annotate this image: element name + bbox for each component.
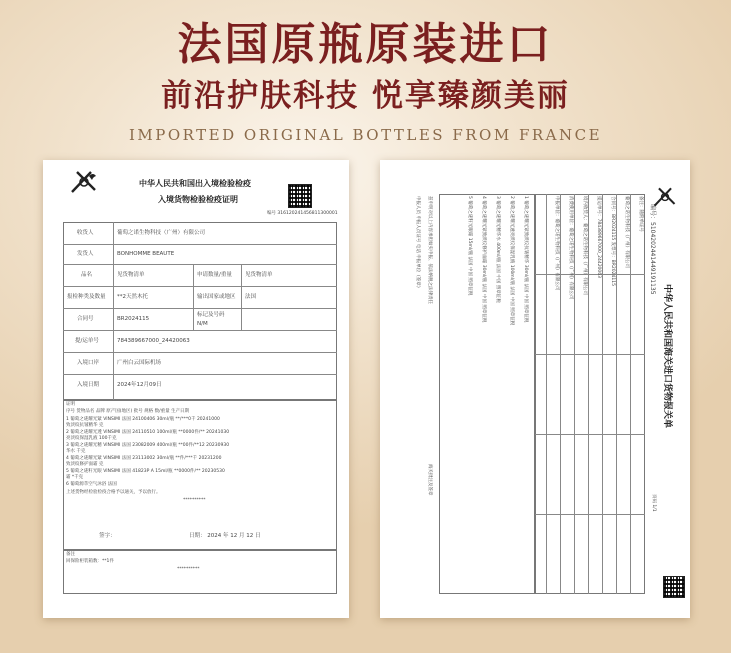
- item-row-4: 4 葡萄之谜耀光紧 VINSIMI 法国 23113002 30ml/瓶 **件/***千 20231200: [66, 456, 222, 461]
- cert-stars-2: **********: [177, 567, 200, 572]
- cert-remarks: 备注: [66, 552, 75, 557]
- ciq-logo-icon: [69, 168, 99, 196]
- banner-english: IMPORTED ORIGINAL BOTTLES FROM FRANCE: [128, 126, 603, 144]
- row-label-contract: 合同号: [77, 316, 94, 322]
- customs-remark-3: 合同号：BR2024115 发票号：BR2024115: [610, 196, 615, 286]
- row-value-date: 2024年12月09日: [117, 382, 162, 388]
- cert-number: 编号 316120241456811300001: [267, 211, 338, 216]
- items-table-header: 序号 货物品名 品牌 原产国(地区) 批号 规格 数/重量 生产日期: [66, 409, 190, 414]
- customs-goods-4: 4 葡萄之谜耀光紧致淡纹修护面霜 30ml/瓶 法国 中国 照章征税: [481, 196, 486, 323]
- item-row-1: 1 葡萄之谜耀光紧 VINSIMI 法国 24100406 30ml/瓶 **/***0千 20241000: [66, 417, 220, 422]
- row-value-port: 广州白云国际机场: [117, 360, 162, 366]
- item-row-1b: 致淡纹抗皱精华 克: [66, 423, 104, 428]
- customs-title: 中华人民共和国海关进口货物报关单: [662, 284, 672, 429]
- customs-seal-label: 海关批注及签章: [427, 464, 432, 496]
- customs-declaration: [380, 160, 690, 618]
- sign-label: 签字：: [99, 533, 116, 539]
- customs-page: 页码 1/1: [651, 494, 656, 512]
- item-row-5: 5 葡萄之谜籽光眼 VINSIMI 法国 41823P A 15ml/瓶 **0000件/** 20230530: [66, 469, 225, 474]
- cert-stars: **********: [183, 498, 206, 503]
- row-label-port: 入境口岸: [77, 360, 100, 366]
- customs-declare-note: 兹申明对以上内容承担如实申报、依法纳税之法律责任: [427, 196, 432, 304]
- customs-remark-2: 葡萄之诺生物科技（广州）有限公司: [624, 196, 629, 268]
- row-label-type: 报检种类及数量: [67, 294, 106, 300]
- item-row-3b: 华水 千克: [66, 449, 86, 454]
- customs-goods-5: 5 葡萄之谜籽光眼霜 15ml/瓶 法国 中国 照章征税: [467, 196, 472, 296]
- row-label-marks: 标记及号码: [197, 312, 225, 318]
- customs-declarer: 申报人员 申报人员证号 电话 申报单位（签章）: [415, 196, 420, 291]
- row-label-consignee: 收货人: [77, 230, 94, 236]
- row-label-date: 入境日期: [77, 382, 100, 388]
- customs-number: 编号：5104202441449191135: [649, 204, 656, 295]
- row-value-consignee: 葡萄之诺生物科技（广州）有限公司: [117, 230, 206, 236]
- row-value-bill: 784389667000_24420063: [117, 338, 190, 344]
- items-note-header: 证明: [66, 402, 75, 407]
- cert-title-2: 入境货物检验检疫证明: [158, 195, 238, 204]
- item-row-2: 2 葡萄之谜耀光透 VINSIMI 法国 24110510 100ml/瓶 **0000件/** 20241030: [66, 430, 230, 435]
- cert-statement: 上述货物经检验检疫合格予以通关，予以放行。: [66, 490, 161, 495]
- item-row-6: 6 葡萄源萃空气沐浴 法国: [66, 482, 117, 487]
- row-value-consignor: BONHOMME BEAUTE: [117, 251, 175, 257]
- banner-subtitle: 前沿护肤科技 悦享臻颜美丽: [161, 78, 570, 114]
- row-label-consignor: 发货人: [77, 251, 94, 257]
- qr-code: [288, 184, 312, 208]
- cert-items-block: [63, 400, 337, 550]
- item-row-2b: 亮淡纹保湿乳液 100千克: [66, 436, 117, 441]
- cert-remarks-block: [63, 550, 337, 594]
- cert-title-1: 中华人民共和国出入境检验检疫: [139, 179, 251, 188]
- item-row-4b: 致淡纹修护面霜 克: [66, 462, 104, 467]
- customs-logo-icon: [652, 184, 678, 210]
- inspection-certificate: [43, 160, 349, 618]
- customs-goods-3: 3 葡萄之谜耀光精华水 400ml/瓶 法国 中国 照章征税: [495, 196, 500, 303]
- row-value-contract: BR2024115: [117, 316, 150, 322]
- row-label-bill: 提/运单号: [75, 338, 99, 344]
- row-value-marks: N/M: [197, 321, 208, 327]
- row-value-goods: 见货物清单: [117, 272, 145, 278]
- row-value-origin: 法国: [245, 294, 257, 300]
- customs-remark-7: 申报单位：葡萄之诺生物科技（广州）有限公司: [554, 196, 559, 291]
- customs-goods-2: 2 葡萄之谜耀光透亮淡纹保湿乳液 100ml/瓶 法国 中国 照章征税: [509, 196, 514, 326]
- row-label-origin: 输出国家或地区: [197, 294, 236, 300]
- item-row-3: 3 葡萄之谜耀光精 VINSIMI 法国 23082009 400ml/瓶 **00件/**12 20230930: [66, 443, 230, 448]
- customs-barcode-qr: [663, 576, 685, 598]
- row-value-type: **2天然木托: [117, 294, 148, 300]
- customs-remark-5: 境内收货人：葡萄之诺生物科技（广州）有限公司: [582, 196, 587, 295]
- customs-remark-4: 提运单号：784389667000_24420063: [596, 196, 601, 279]
- cert-remarks-2: 回保险柜装箱数：**1件: [66, 559, 114, 564]
- customs-goods-grid: [439, 194, 535, 594]
- row-value-quantity: 见货物清单: [245, 272, 273, 278]
- row-label-goods: 品名: [81, 272, 93, 278]
- row-label-quantity: 申请数量/重量: [197, 272, 232, 278]
- banner-title: 法国原瓶原装进口: [177, 19, 554, 70]
- customs-remark-6: 消费使用单位：葡萄之诺生物科技（广州）有限公司: [568, 196, 573, 300]
- customs-goods-1: 1 葡萄之谜耀光紧致淡纹抗皱精华 30ml/瓶 法国 中国 照章征税: [523, 196, 528, 323]
- cert-date: 日期： 2024 年 12 月 12 日: [189, 533, 261, 539]
- item-row-5b: 霜 *千克: [66, 475, 84, 480]
- customs-remark-1: 备注：随附单证号: [638, 196, 643, 232]
